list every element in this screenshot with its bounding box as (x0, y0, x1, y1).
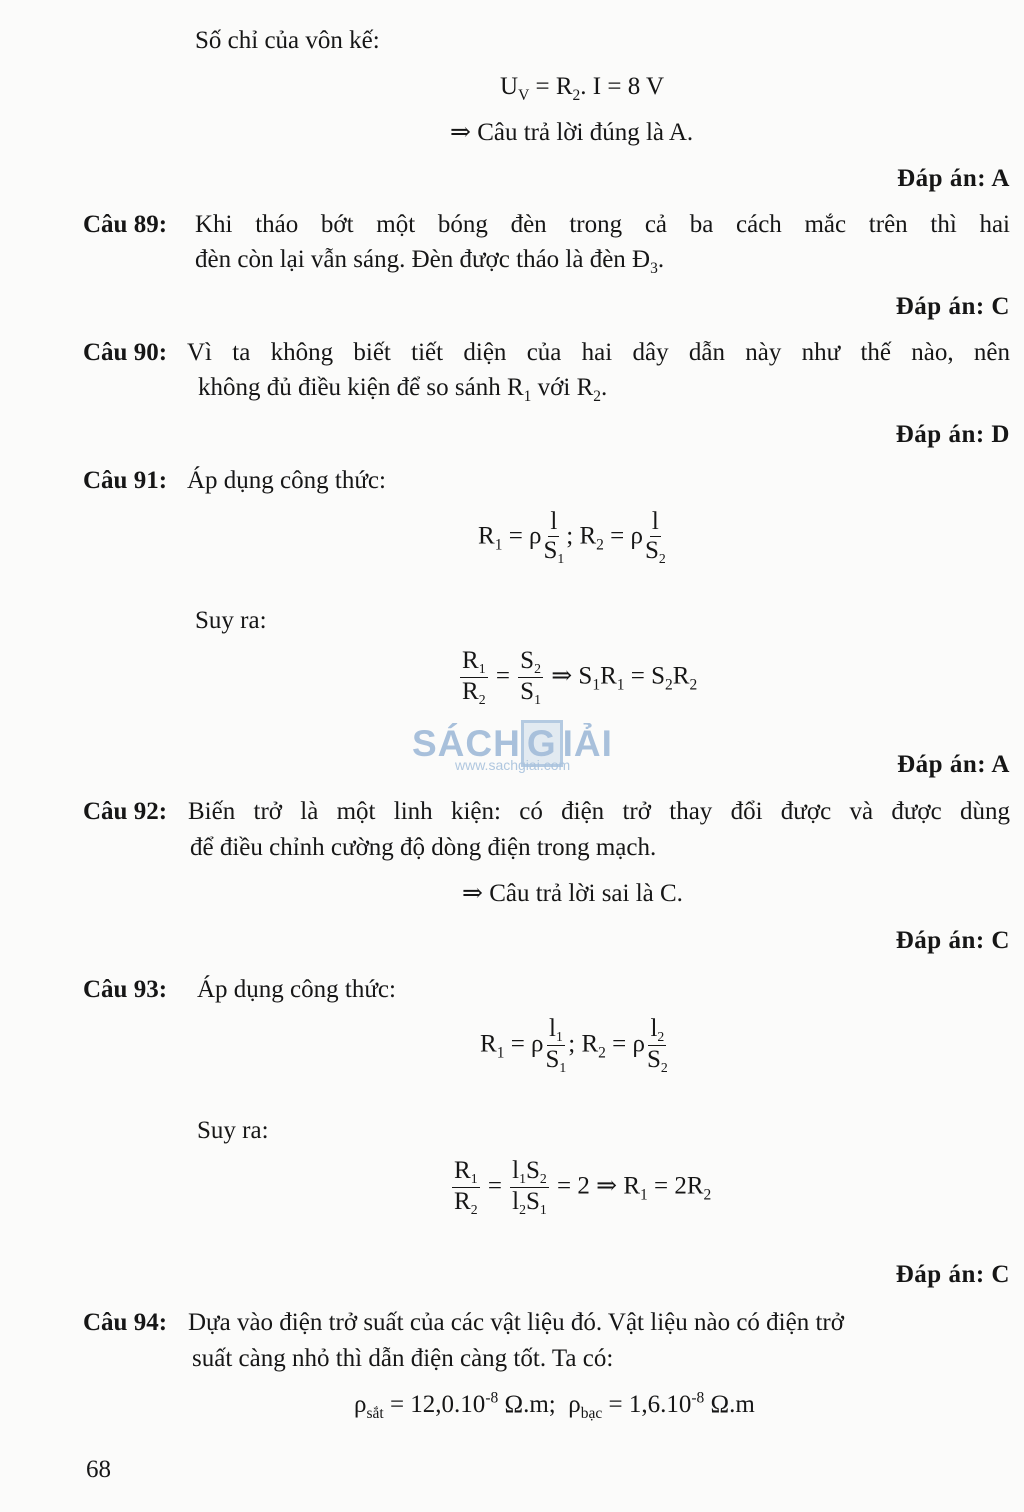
q91-intro: Áp dụng công thức: (187, 467, 386, 494)
q91-label: Câu 91: (83, 467, 168, 494)
q94-resistivity-formula: $\rho_{sắt} = 12,0.10^{-8}$ Ω.m; $\rho_{bạc} = 1,6.10^{-8}$ Ω.m (354, 1389, 755, 1422)
q90-line1: Vì ta không biết tiết diện của hai dây dẫn này như thế nào, nên (187, 339, 1010, 366)
q92-label: Câu 92: (83, 798, 168, 825)
q94-line1: Dựa vào điện trở suất của các vật liệu đó. Vật liệu nào có điện trở (188, 1309, 844, 1336)
q92-conclusion: ⇒ Câu trả lời sai là C. (462, 880, 683, 907)
intro-conclusion: ⇒ Câu trả lời đúng là A. (450, 119, 694, 146)
q93-label: Câu 93: (83, 976, 168, 1003)
q89-line2: đèn còn lại vẫn sáng. Đèn được tháo là đèn $Đ_3$. (195, 246, 665, 277)
q92-line2: để điều chỉnh cường độ dòng điện trong mạch. (190, 834, 657, 861)
q93-answer: Đáp án: C (895, 1261, 1010, 1288)
q94-label: Câu 94: (83, 1309, 168, 1336)
intro-answer: Đáp án: A (897, 165, 1010, 192)
q91-suy-ra: Suy ra: (195, 607, 267, 634)
watermark-url: www.sachgiai.com (455, 757, 571, 773)
q93-formula-1: $R_1 = \rho$ $\frac{l1}{S1}$ ; $R_2 = \rho$ $\frac{l2}{S2}$ (480, 1015, 668, 1076)
voltmeter-formula: $U_V = R_2$. I = 8 V (500, 73, 665, 104)
watermark-logo: SÁCH G IẢI (412, 722, 613, 766)
page-number: 68 (86, 1456, 111, 1483)
q90-answer: Đáp án: D (895, 421, 1010, 448)
q93-intro: Áp dụng công thức: (197, 976, 396, 1003)
q92-answer: Đáp án: C (895, 927, 1010, 954)
q93-formula-2: $\frac{R1}{R2}$ = $\frac{l1S2}{l2S1}$ = 2 ⇒ $R_1 = 2R_2$ (454, 1157, 712, 1218)
q93-suy-ra: Suy ra: (197, 1117, 269, 1144)
q90-line2: không đủ điều kiện để so sánh $R_1$ với $R_2$. (198, 374, 608, 405)
q91-formula-2: $\frac{R1}{R2}$ = $\frac{S2}{S1}$ ⇒ $S_1R_1 = S_2R_2$ (462, 647, 698, 708)
q91-answer: Đáp án: A (897, 751, 1010, 778)
q91-formula-1: $R_1 = \rho$ $\frac{l}{S1}$ ; $R_2 = \rho$ $\frac{l}{S2}$ (478, 508, 666, 567)
q89-label: Câu 89: (83, 211, 168, 238)
q89-answer: Đáp án: C (895, 293, 1010, 320)
q94-line2: suất càng nhỏ thì dẫn điện càng tốt. Ta có: (192, 1345, 614, 1372)
q92-line1: Biến trở là một linh kiện: có điện trở thay đổi được và được dùng (188, 798, 1010, 825)
q90-label: Câu 90: (83, 339, 168, 366)
voltmeter-reading-label: Số chỉ của vôn kế: (195, 27, 380, 54)
q89-line1: Khi tháo bớt một bóng đèn trong cả ba cách mắc trên thì hai (195, 211, 1010, 238)
